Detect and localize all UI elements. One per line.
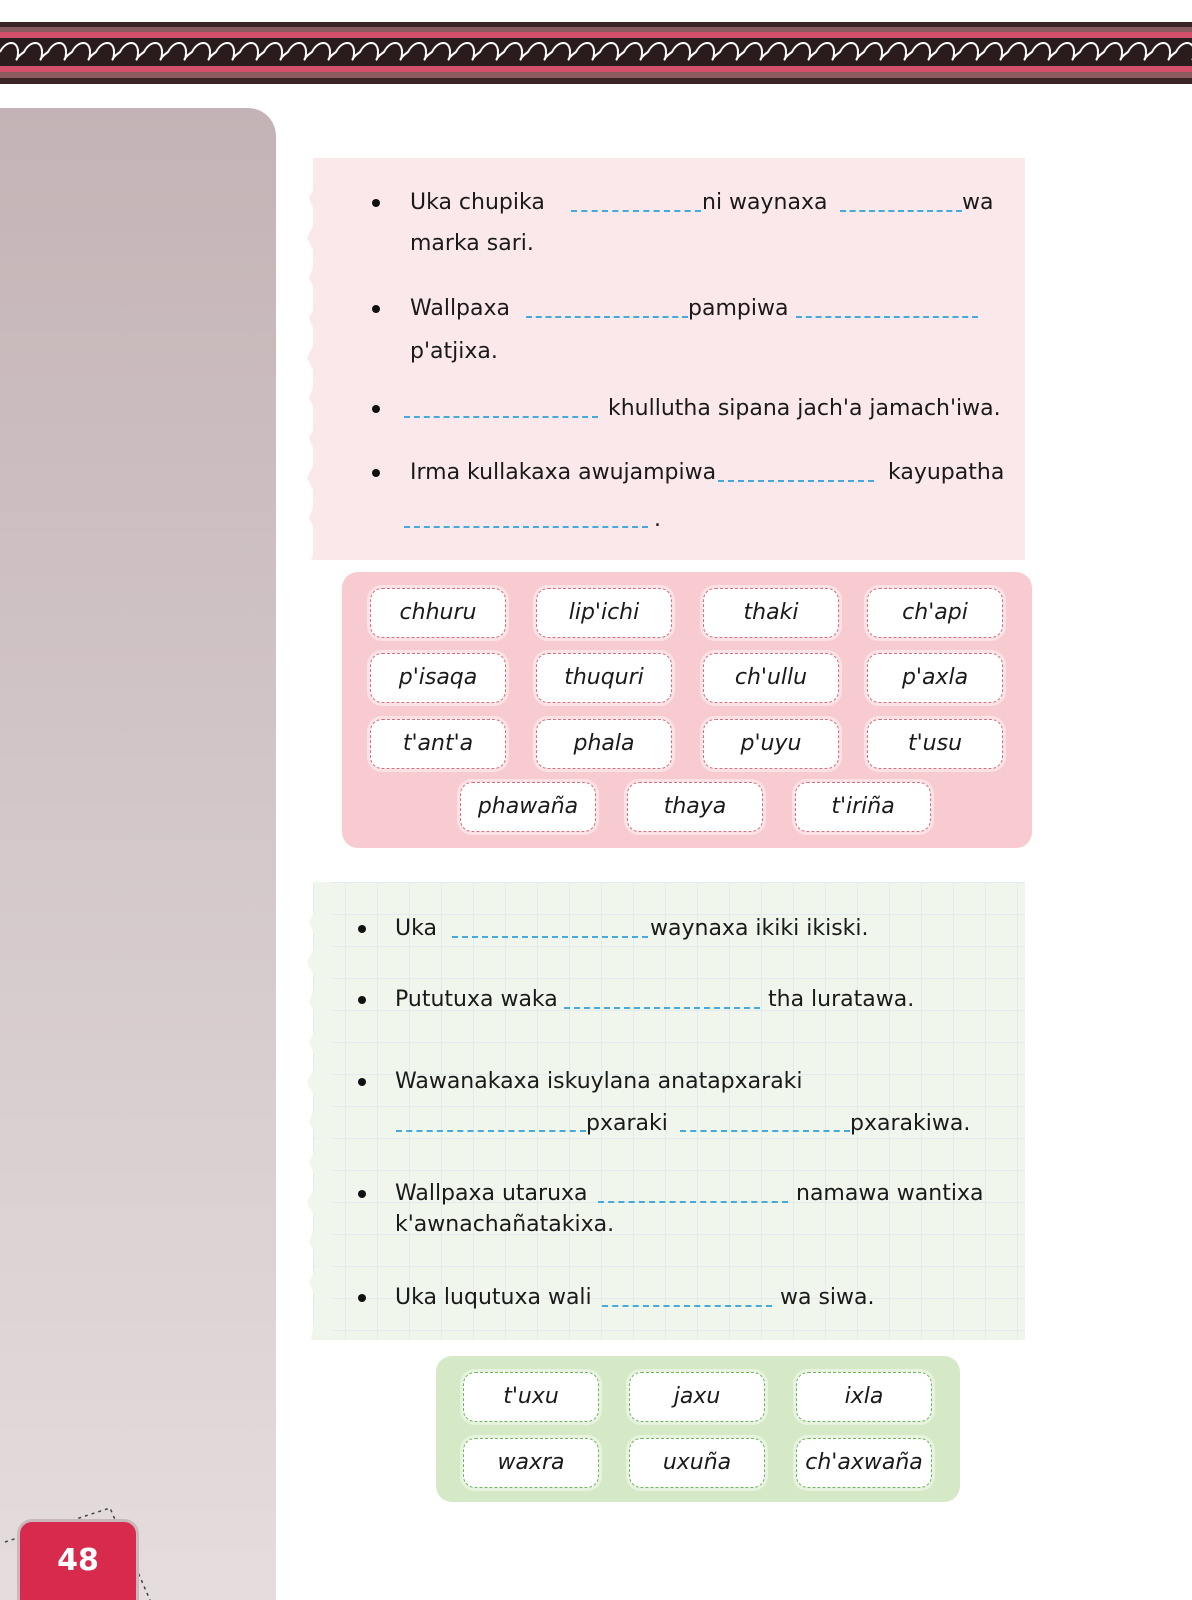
item-text: tha luratawa.: [768, 987, 915, 1012]
item-text: marka sari.: [410, 231, 534, 256]
item-text: k'awnachañatakixa.: [395, 1212, 615, 1237]
torn-edge-decoration: [305, 882, 331, 1340]
item-text: khullutha sipana jach'a jamach'iwa.: [608, 396, 1001, 421]
word-chip[interactable]: t'usu: [867, 719, 1003, 769]
item-text: pampiwa: [688, 296, 789, 321]
item-text: namawa wantixa: [796, 1181, 984, 1206]
word-chip[interactable]: jaxu: [629, 1372, 765, 1422]
word-chip[interactable]: uxuña: [629, 1438, 765, 1488]
word-chip[interactable]: thaya: [627, 782, 763, 832]
word-chip[interactable]: t'uxu: [463, 1372, 599, 1422]
bullet: [372, 305, 380, 313]
answer-blank[interactable]: [571, 210, 701, 212]
item-text: Wallpaxa: [410, 296, 510, 321]
item-text: Pututuxa waka: [395, 987, 558, 1012]
word-chip[interactable]: p'isaqa: [370, 653, 506, 703]
answer-blank[interactable]: [598, 1201, 788, 1203]
item-text: Uka chupika: [410, 190, 545, 215]
item-text: Wawanakaxa iskuylana anatapxaraki: [395, 1069, 803, 1094]
page-number: 48: [20, 1522, 136, 1600]
bullet: [358, 1078, 366, 1086]
word-chip[interactable]: ch'ullu: [703, 653, 839, 703]
answer-blank[interactable]: [718, 480, 874, 482]
word-chip[interactable]: phawaña: [460, 782, 596, 832]
bullet: [358, 996, 366, 1004]
answer-blank[interactable]: [796, 316, 978, 318]
bullet: [372, 199, 380, 207]
item-text: ni waynaxa: [702, 190, 828, 215]
left-sidebar: [0, 108, 276, 1600]
word-chip[interactable]: waxra: [463, 1438, 599, 1488]
bullet: [372, 469, 380, 477]
answer-blank[interactable]: [404, 416, 598, 418]
word-chip[interactable]: t'iriña: [795, 782, 931, 832]
word-chip[interactable]: lip'ichi: [536, 588, 672, 638]
word-chip[interactable]: ch'api: [867, 588, 1003, 638]
word-chip[interactable]: phala: [536, 719, 672, 769]
item-text: Uka: [395, 916, 437, 941]
word-chip[interactable]: chhuru: [370, 588, 506, 638]
item-text: waynaxa ikiki ikiski.: [650, 916, 869, 941]
item-text: Uka luqutuxa wali: [395, 1285, 592, 1310]
answer-blank[interactable]: [840, 210, 962, 212]
item-text: pxaraki: [586, 1111, 668, 1136]
bullet: [372, 405, 380, 413]
word-chip[interactable]: thuquri: [536, 653, 672, 703]
word-chip[interactable]: p'axla: [867, 653, 1003, 703]
item-text: .: [654, 507, 661, 532]
item-text: p'atjixa.: [410, 339, 498, 364]
word-chip[interactable]: t'ant'a: [370, 719, 506, 769]
answer-blank[interactable]: [602, 1305, 772, 1307]
word-chip[interactable]: ch'axwaña: [796, 1438, 932, 1488]
bullet: [358, 1190, 366, 1198]
bullet: [358, 925, 366, 933]
answer-blank[interactable]: [680, 1130, 850, 1132]
item-text: pxarakiwa.: [850, 1111, 971, 1136]
word-chip[interactable]: thaki: [703, 588, 839, 638]
word-chip[interactable]: ixla: [796, 1372, 932, 1422]
answer-blank[interactable]: [564, 1007, 760, 1009]
answer-blank[interactable]: [396, 1130, 586, 1132]
item-text: wa: [962, 190, 994, 215]
answer-blank[interactable]: [526, 316, 688, 318]
word-chip[interactable]: p'uyu: [703, 719, 839, 769]
item-text: Wallpaxa utaruxa: [395, 1181, 588, 1206]
woven-pattern-band: [0, 22, 1192, 84]
bullet: [358, 1294, 366, 1302]
item-text: kayupatha: [888, 460, 1005, 485]
answer-blank[interactable]: [404, 526, 648, 528]
item-text: Irma kullakaxa awujampiwa: [410, 460, 717, 485]
torn-edge-decoration: [305, 158, 331, 560]
item-text: wa siwa.: [780, 1285, 875, 1310]
answer-blank[interactable]: [452, 936, 648, 938]
